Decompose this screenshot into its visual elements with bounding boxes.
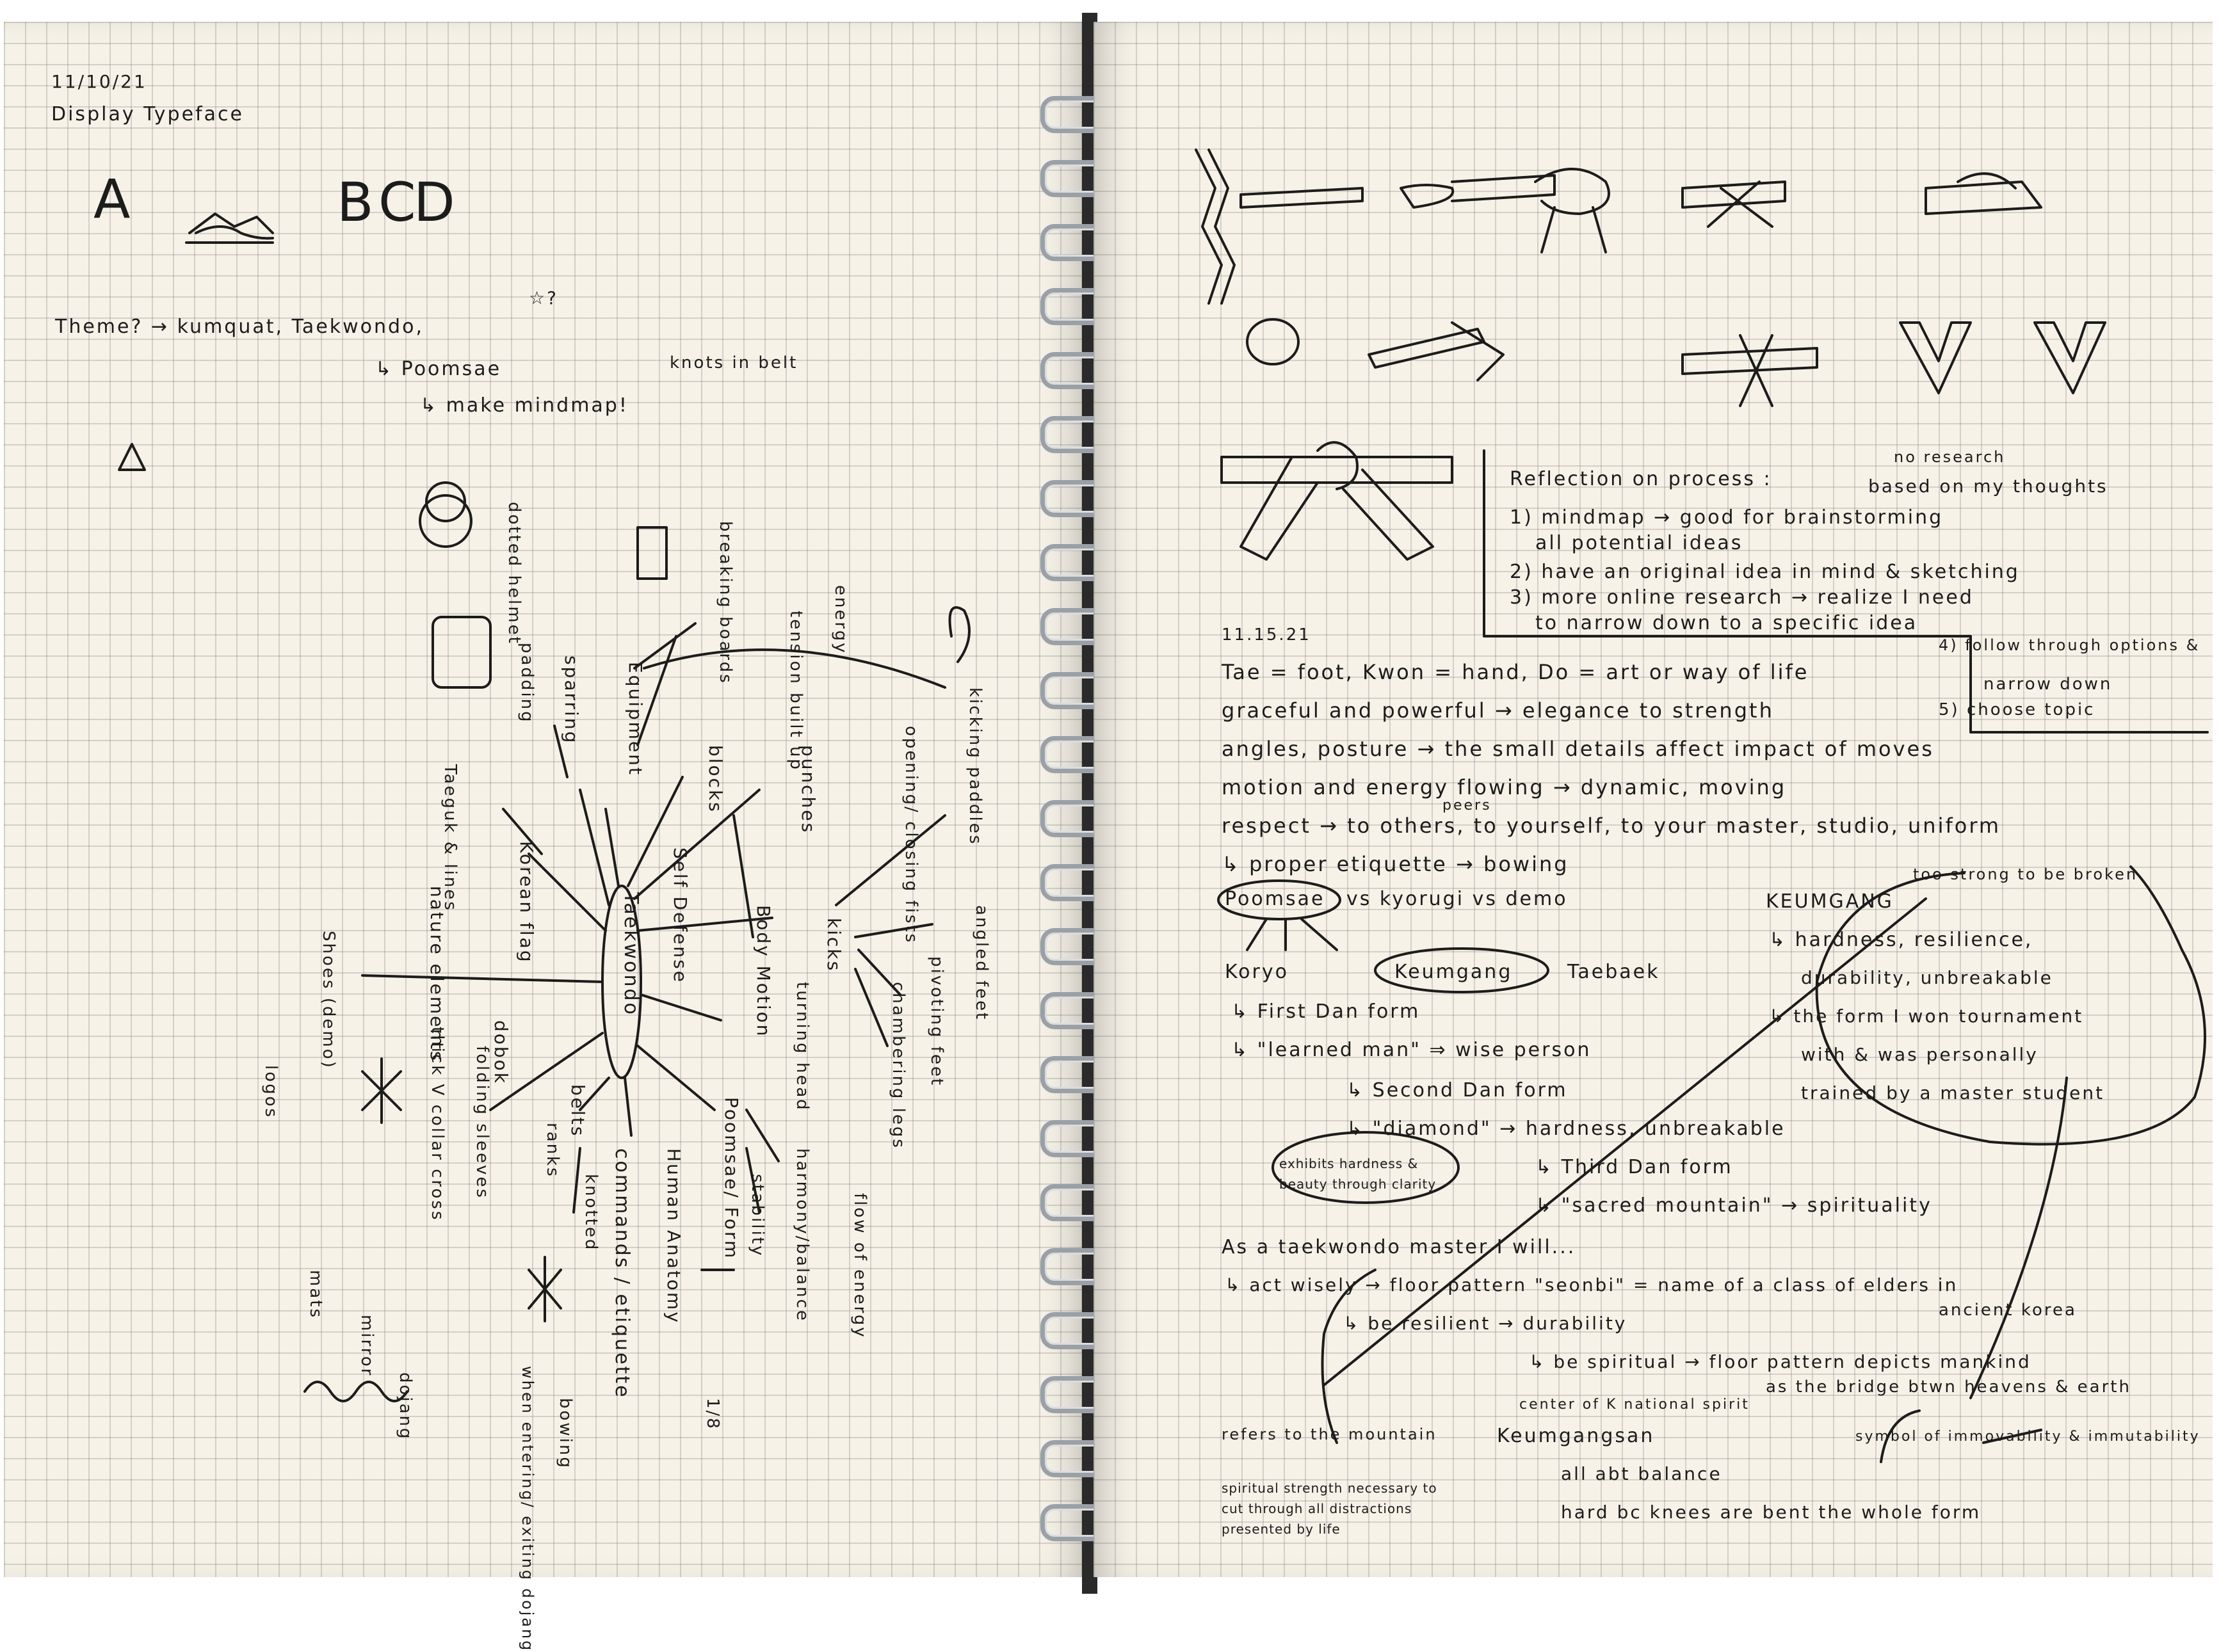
mountain-name: Keumgangsan (1497, 1425, 1655, 1447)
master-line: ↳ act wisely → floor pattern "seonbi" = name of a class of elders in (1225, 1274, 1958, 1295)
label-taeguk-lines: Taeguk & lines (440, 764, 460, 912)
label-angled-feet: angled feet (972, 905, 991, 1022)
form-line: ↳ Third Dan form (1535, 1156, 1733, 1178)
reflection-note-based: based on my thoughts (1868, 476, 2108, 497)
label-bowing: bowing (556, 1398, 575, 1470)
exhibits-note: exhibits hardness & beauty through clarity (1279, 1156, 1437, 1192)
note-line: angles, posture → the small details affect impact of moves (1222, 737, 1934, 761)
label-mats: mats (306, 1270, 325, 1319)
mindmap-lines (4, 22, 1083, 1577)
mountain-symbol: symbol of immovability & immutability (1855, 1429, 2200, 1445)
label-equipment: Equipment (625, 662, 646, 776)
label-pivoting-feet: pivoting feet (927, 956, 946, 1087)
label-opening-closing-fists: opening/ closing fists (901, 726, 921, 945)
taebaek-label: Taebaek (1567, 961, 1660, 983)
label-dotted-helmet: dotted helmet (505, 502, 524, 645)
form-line: ↳ First Dan form (1231, 1000, 1421, 1023)
label-folding-sleeves: folding sleeves (472, 1046, 492, 1199)
note-line: motion and energy flowing → dynamic, moving (1222, 775, 1787, 799)
label-korean-flag: Korean flag (516, 841, 537, 964)
label-thick-v-collar: thick V collar cross (428, 1027, 447, 1222)
theme-line: Theme? → kumquat, Taekwondo, (55, 316, 424, 338)
letter-b: B (337, 171, 374, 234)
form-line: ↳ "sacred mountain" → spirituality (1535, 1194, 1932, 1217)
keumgang-box-note: too strong to be broken (1913, 865, 2138, 883)
label-shoes-demo: Shoes (demo) (319, 931, 338, 1070)
label-ranks: ranks (543, 1123, 562, 1178)
keumgang-box-line: durability, unbreakable (1801, 967, 2053, 988)
form-line: ↳ "learned man" ⇒ wise person (1231, 1039, 1592, 1061)
letter-a: A (93, 168, 131, 230)
koryo-label: Koryo (1225, 961, 1289, 983)
left-date: 11/10/21 (51, 71, 147, 92)
label-belts: belts (567, 1084, 588, 1138)
keumgang-box-line: trained by a master student (1801, 1082, 2105, 1103)
peers-note: peers (1442, 798, 1492, 814)
label-turning-head: turning head (793, 982, 812, 1112)
note-line: respect → to others, to yourself, to your master, studio, uniform (1222, 814, 2001, 838)
label-commands: commands / etiquette (611, 1148, 633, 1399)
letter-c: C (378, 171, 416, 234)
keumgang-box-title: KEUMGANG (1766, 890, 1894, 913)
star-note: ☆? (529, 287, 558, 309)
forms-circles (1094, 22, 2213, 1577)
keumgang-label: Keumgang (1394, 961, 1513, 983)
reflection-item: all potential ideas (1535, 532, 1743, 554)
label-kicking-paddles: kicking paddles (965, 687, 985, 846)
mountain-balance: all abt balance (1561, 1463, 1722, 1484)
label-mirror: mirror (357, 1315, 376, 1377)
reflection-item: 2) have an original idea in mind & sketching (1510, 561, 2020, 583)
label-body-motion: Body Motion (753, 905, 774, 1038)
letter-d: D (414, 171, 455, 234)
master-line: ancient korea (1939, 1301, 2077, 1320)
label-harmony-balance: harmony/balance (793, 1148, 812, 1322)
poomsae-line: ↳ Poomsae (375, 358, 502, 380)
master-line: ↳ be spiritual → floor pattern depicts mankind (1529, 1351, 2031, 1372)
keumgang-box-line: ↳ hardness, resilience, (1769, 929, 2033, 951)
label-stability: stability (748, 1174, 767, 1258)
master-line: ↳ be resilient → durability (1343, 1313, 1627, 1334)
form-line: ↳ "diamond" → hardness, unbreakable (1346, 1118, 1786, 1140)
keumgang-box-line: with & was personally (1801, 1044, 2038, 1065)
mindmap-line: ↳ make mindmap! (420, 394, 629, 417)
label-knotted: knotted (581, 1174, 601, 1252)
mountain-spiritual: spiritual strength necessary to cut through all distractions presented by life (1222, 1480, 1437, 1537)
note-line: graceful and powerful → elegance to strength (1222, 698, 1774, 723)
reflection-note-no-research: no research (1894, 448, 2006, 466)
reflection-item: narrow down (1983, 675, 2113, 694)
reflection-item: 1) mindmap → good for brainstorming (1510, 506, 1944, 529)
mountain-center-note: center of K national spirit (1519, 1397, 1750, 1413)
label-when-entering: when entering/ exiting dojang (519, 1366, 537, 1652)
label-self-defense: Self Defense (670, 847, 691, 984)
poomsae-label: Poomsae (1225, 888, 1325, 910)
label-sparring: sparring (561, 655, 582, 745)
label-breaking-boards: breaking boards (716, 521, 735, 685)
form-line: ↳ Second Dan form (1346, 1079, 1568, 1102)
reflection-item: 5) choose topic (1939, 700, 2095, 719)
label-kicks: kicks (823, 918, 844, 973)
label-padding: padding (517, 643, 537, 724)
reflection-item: 4) follow through options & (1939, 636, 2200, 654)
label-energy: energy (831, 585, 850, 655)
label-poomsae-form: Poomsae/ Form (721, 1097, 742, 1260)
label-tension-built-up: tension built up (786, 611, 805, 771)
label-one-eighth: 1/8 (703, 1398, 722, 1431)
label-blocks: blocks (705, 745, 726, 814)
label-nature-elements: nature elements (426, 886, 448, 1063)
label-logos: logos (261, 1065, 280, 1119)
note-line: ↳ proper etiquette → bowing (1222, 852, 1569, 876)
label-human-anatomy: Human Anatomy (663, 1148, 684, 1324)
right-page (1094, 22, 2213, 1577)
knots-note: knots in belt (670, 353, 798, 373)
left-page (4, 22, 1083, 1652)
mindmap-center: Taekwondo (620, 892, 642, 1016)
keumgang-box-line: ↳ the form I won tournament (1769, 1006, 2084, 1027)
note-line: Tae = foot, Kwon = hand, Do = art or way of life (1222, 660, 1809, 684)
mountain-knees: hard bc knees are bent the whole form (1561, 1502, 1982, 1523)
label-chambering-legs: chambering legs (889, 982, 908, 1150)
label-flow-of-energy: flow of energy (850, 1193, 869, 1339)
reflection-title: Reflection on process : (1510, 468, 1772, 490)
label-punches: punches (798, 745, 819, 835)
master-heading: As a taekwondo master I will... (1222, 1236, 1576, 1258)
label-dojang: dojang (396, 1372, 415, 1441)
forms-vs-line: vs kyorugi vs demo (1346, 888, 1568, 910)
master-line: as the bridge btwn heavens & earth (1766, 1377, 2131, 1397)
left-heading: Display Typeface (51, 103, 244, 125)
reflection-item: to narrow down to a specific idea (1535, 612, 1918, 634)
reflection-item: 3) more online research → realize I need (1510, 586, 1974, 609)
label-dobok: dobok (490, 1020, 512, 1086)
right-date: 11.15.21 (1222, 625, 1311, 645)
mountain-refers: refers to the mountain (1222, 1425, 1437, 1443)
